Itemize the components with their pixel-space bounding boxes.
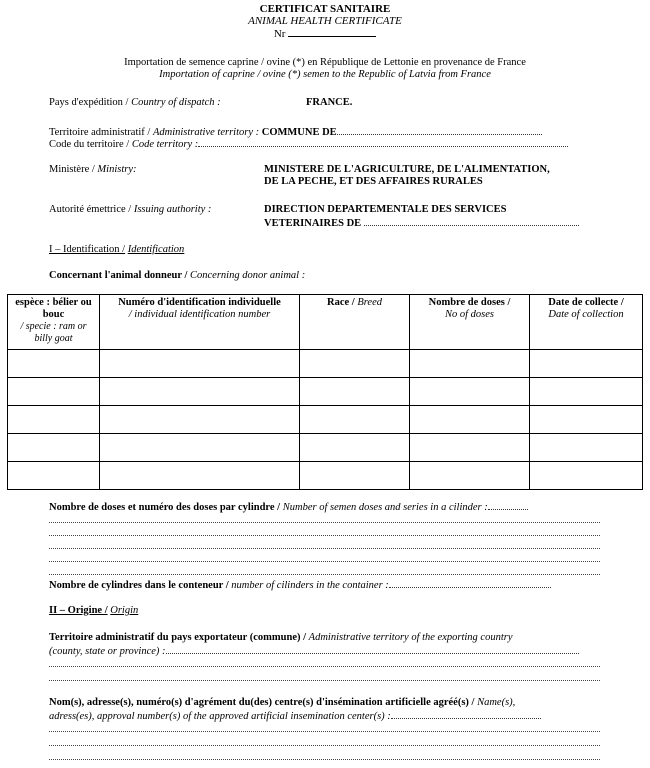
section2-heading-fr: II – Origine / [49,605,108,616]
table-cell[interactable] [530,350,643,378]
doses-row [49,500,528,514]
ministry-label [49,164,137,176]
col-date-en: Date of collection [548,309,624,321]
col-breed-fr: Race / [326,297,355,308]
col-species-en: / specie : ram or billy goat [20,321,87,344]
code-field[interactable] [198,137,568,147]
code-label-en: Code territory : [131,139,199,150]
table-cell[interactable] [8,462,100,490]
country-row [49,97,221,109]
doses-line[interactable] [49,574,600,575]
section1-heading-fr: I – Identification / [49,244,126,255]
table-cell[interactable] [410,378,530,406]
table-cell[interactable] [410,434,530,462]
table-cell[interactable] [100,406,300,434]
authority-value-2-row [264,216,579,230]
table-cell[interactable] [410,462,530,490]
origin-territory-field[interactable] [166,644,579,654]
cylinders-row [49,578,551,592]
col-doses [410,295,530,350]
table-cell[interactable] [300,406,410,434]
country-value: FRANCE. [306,97,353,108]
subject-fr: Importation de semence caprine / ovine (*) en République de Lettonie en provenance de France [124,57,526,68]
table-row [8,378,643,406]
table-row [8,434,643,462]
origin-territory-row [49,632,513,644]
centre-row [49,697,515,709]
table-cell[interactable] [8,378,100,406]
col-species-fr: espèce : bélier ou bouc [15,297,92,321]
territory-label-fr: Territoire administratif / [49,127,151,138]
table-cell[interactable] [8,350,100,378]
origin-line[interactable] [49,680,600,681]
ministry-label-fr: Ministère / [49,164,95,175]
centre-line[interactable] [49,731,600,732]
authority-value-2: VETERINAIRES DE [264,218,362,229]
donor-label-en: Concerning donor animal : [190,270,306,281]
donor-label-fr: Concernant l'animal donneur / [49,270,188,281]
section2-heading-en: Origin [110,605,139,616]
authority-label-fr: Autorité émettrice / [49,204,132,215]
cylinders-field[interactable] [389,578,551,588]
table-cell[interactable] [300,378,410,406]
origin-territory-en-2: (county, state or province) : [49,646,166,657]
table-cell[interactable] [100,434,300,462]
col-species [8,295,100,350]
territory-field[interactable] [337,125,542,135]
authority-value-1: DIRECTION DEPARTEMENTALE DES SERVICES [264,204,507,215]
table-cell[interactable] [100,350,300,378]
doses-label-en: Number of semen doses and series in a cilinder : [282,502,488,513]
origin-line[interactable] [49,666,600,667]
table-cell[interactable] [410,406,530,434]
subject-en: Importation of caprine / ovine (*) semen to the Republic of Latvia from France [159,69,491,80]
ministry-label-en: Ministry: [97,164,137,175]
authority-label [49,204,211,216]
col-id-number [100,295,300,350]
table-cell[interactable] [530,378,643,406]
nr-field[interactable] [288,27,376,37]
country-label-en: Country of dispatch : [131,97,221,108]
table-cell[interactable] [530,406,643,434]
table-header-row [8,295,643,350]
col-breed [300,295,410,350]
doses-line[interactable] [49,522,600,523]
col-date-fr: Date de collecte / [548,297,624,308]
col-breed-en: Breed [357,297,382,308]
col-id-number-fr: Numéro d'identification individuelle [118,297,281,308]
donor-label [49,270,305,282]
centre-field[interactable] [391,709,541,719]
section2-heading [49,605,138,617]
col-doses-en: No of doses [444,309,494,321]
table-cell[interactable] [300,462,410,490]
table-cell[interactable] [530,462,643,490]
doses-line[interactable] [49,561,600,562]
authority-field[interactable] [364,216,579,226]
table-cell[interactable] [300,350,410,378]
code-row [49,137,568,151]
table-cell[interactable] [100,462,300,490]
territory-label-en: Administrative territory : [152,127,260,138]
cylinders-label-en: number of cilinders in the container : [231,580,389,591]
table-cell[interactable] [8,406,100,434]
table-row [8,350,643,378]
cylinders-label-fr: Nombre de cylindres dans le conteneur / [49,580,229,591]
doses-field[interactable] [488,500,528,510]
table-cell[interactable] [300,434,410,462]
centre-label-fr: Nom(s), adresse(s), numéro(s) d'agrément du(des) centre(s) d'insémination artificielle agréé(s) / [49,697,475,708]
certificate-number [0,27,650,41]
col-id-number-en: / individual identification number [128,309,271,321]
centre-row-2 [49,709,541,723]
centre-line[interactable] [49,759,600,760]
ministry-value-1: MINISTERE DE L'AGRICULTURE, DE L'ALIMENTATION, [264,164,550,175]
table-row [8,406,643,434]
doses-line[interactable] [49,548,600,549]
code-label-fr: Code du territoire / [49,139,130,150]
centre-label-en-2: adress(es), approval number(s) of the approved artificial insemination center(s) : [49,711,391,722]
centre-label-en-1: Name(s), [477,697,516,708]
col-doses-fr: Nombre de doses / [428,297,511,308]
table-cell[interactable] [530,434,643,462]
certificate-title-en: ANIMAL HEALTH CERTIFICATE [248,15,402,27]
nr-label: Nr [273,28,286,40]
table-cell[interactable] [410,350,530,378]
origin-territory-en-1: Administrative territory of the exporting country [308,632,513,643]
doses-label-fr: Nombre de doses et numéro des doses par cylindre / [49,502,281,513]
origin-territory-fr: Territoire administratif du pays exportateur (commune) / [49,632,307,643]
section1-heading [49,244,184,256]
doses-line[interactable] [49,535,600,536]
col-date [530,295,643,350]
centre-line[interactable] [49,745,600,746]
country-label-fr: Pays d'expédition / [49,97,129,108]
table-cell[interactable] [8,434,100,462]
certificate-title-fr: CERTIFICAT SANITAIRE [259,3,391,15]
territory-value: COMMUNE DE [261,127,337,138]
section1-heading-en: Identification [127,244,185,255]
table-row [8,462,643,490]
origin-territory-row-2 [49,644,579,658]
table-cell[interactable] [100,378,300,406]
ministry-value-2: DE LA PECHE, ET DES AFFAIRES RURALES [264,176,483,187]
authority-label-en: Issuing authority : [133,204,212,215]
donor-table [7,294,643,490]
